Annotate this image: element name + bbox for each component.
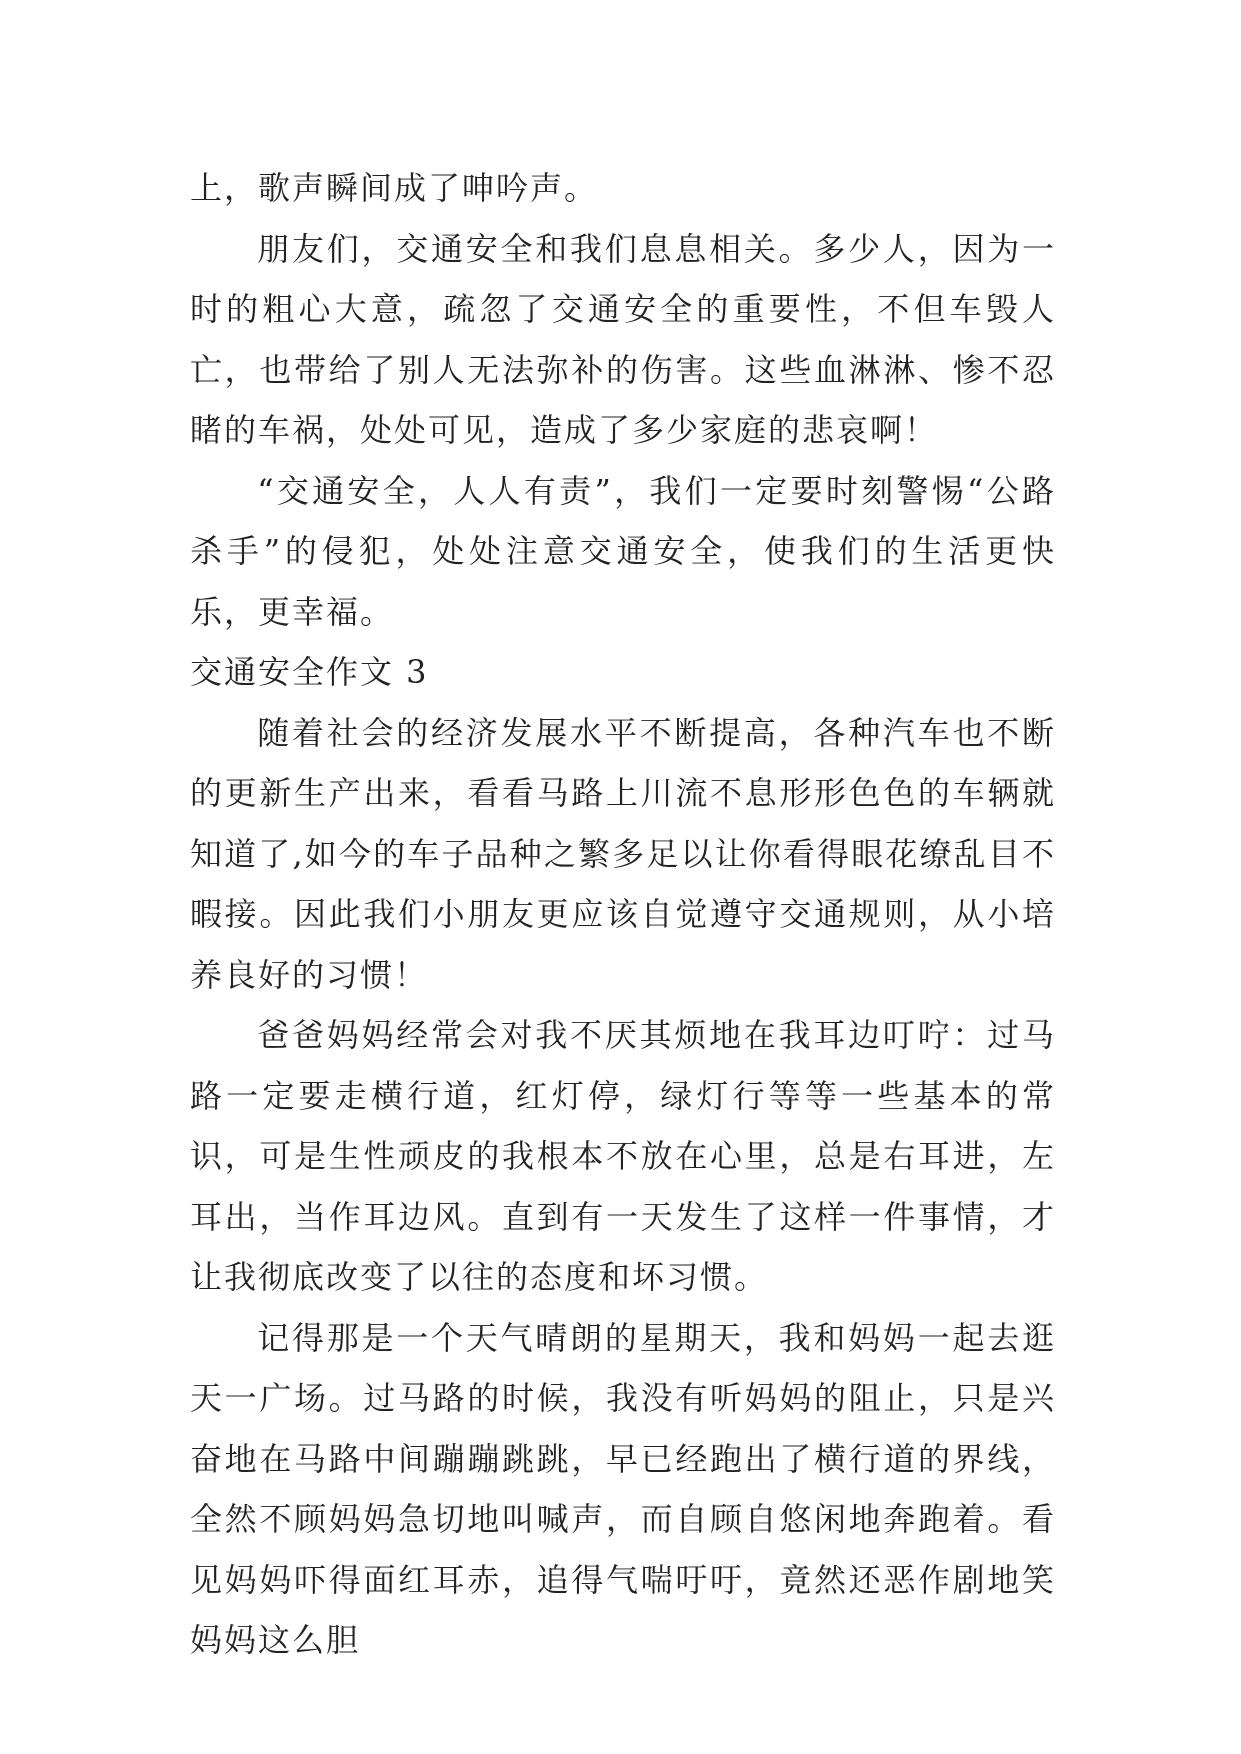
paragraph: “交通安全，人人有责”，我们一定要时刻警惕“公路杀手”的侵犯，处处注意交通安全，使我们的生活更快乐，更幸福。 <box>190 471 1056 631</box>
paragraph: 朋友们，交通安全和我们息息相关。多少人，因为一时的粗心大意，疏忽了交通安全的重要性，不但车毁人亡，也带给了别人无法弥补的伤害。这些血淋淋、惨不忍睹的车祸，处处可见，造成了多少家庭的悲哀啊！ <box>190 229 1056 449</box>
paragraph: 记得那是一个天气晴朗的星期天，我和妈妈一起去逛天一广场。过马路的时候，我没有听妈妈的阻止，只是兴奋地在马路中间蹦蹦跳跳，早已经跑出了横行道的界线，全然不顾妈妈急切地叫喊声，而自顾自悠闲地奔跑着。看见妈妈吓得面红耳赤，追得气喘吁吁，竟然还恶作剧地笑妈妈这么胆 <box>190 1318 1056 1659</box>
paragraph-continuation: 上，歌声瞬间成了呻吟声。 <box>190 169 599 207</box>
paragraph: 随着社会的经济发展水平不断提高，各种汽车也不断的更新生产出来，看看马路上川流不息形形色色的车辆就知道了,如今的车子品种之繁多足以让你看得眼花缭乱目不暇接。因此我们小朋友更应该自觉遵守交通规则，从小培养良好的习惯！ <box>190 713 1056 994</box>
document-body <box>190 158 1056 1671</box>
paragraph: 爸爸妈妈经常会对我不厌其烦地在我耳边叮咛：过马路一定要走横行道，红灯停，绿灯行等等一些基本的常识，可是生性顽皮的我根本不放在心里，总是右耳进，左耳出，当作耳边风。直到有一天发生了这样一件事情，才让我彻底改变了以往的态度和坏习惯。 <box>190 1016 1056 1296</box>
section-title: 交通安全作文 3 <box>190 653 429 691</box>
